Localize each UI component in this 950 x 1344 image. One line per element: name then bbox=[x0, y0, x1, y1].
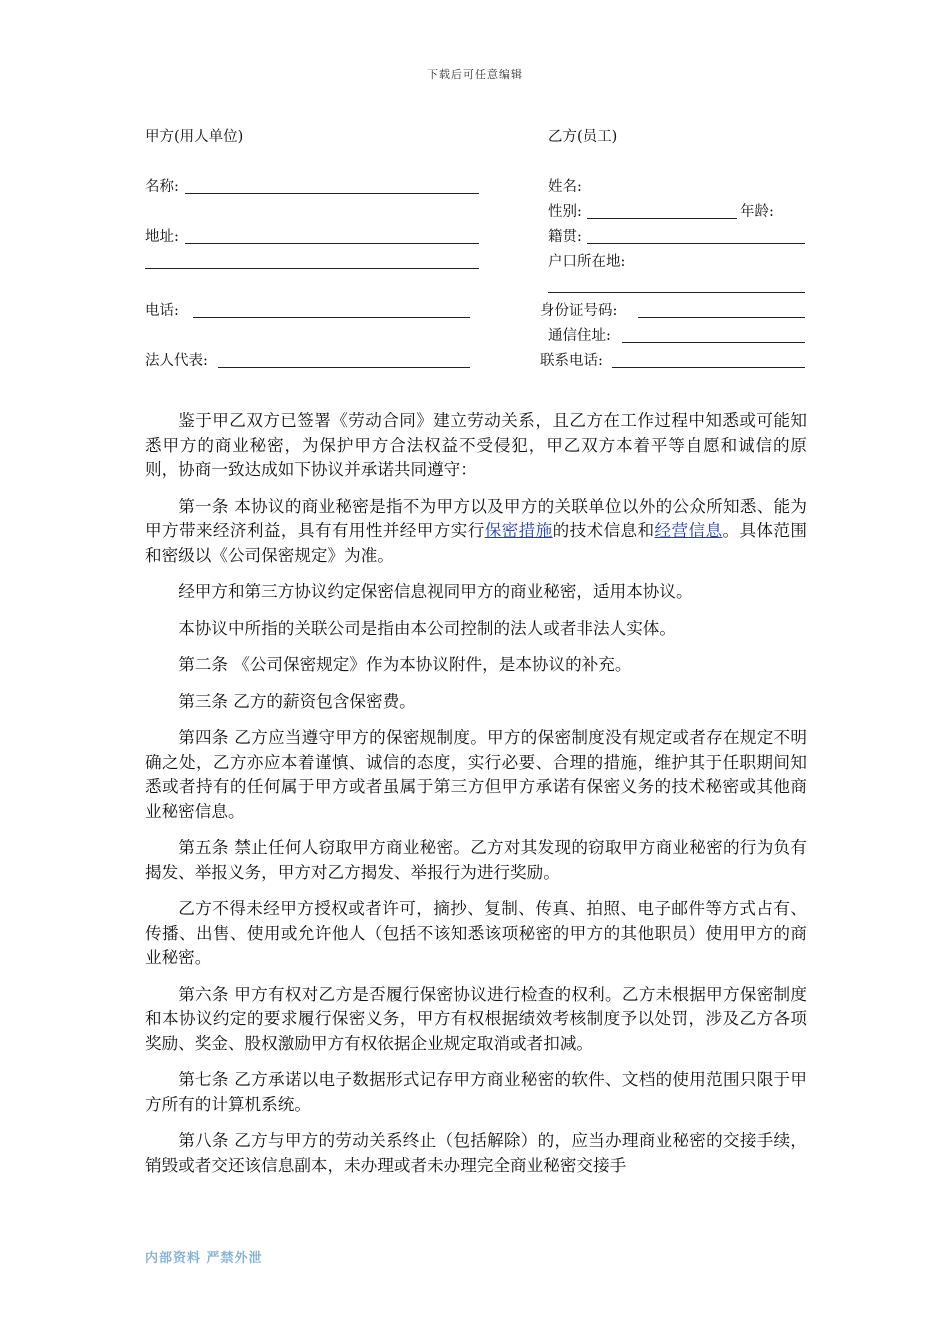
confidentiality-measures-link[interactable]: 保密措施 bbox=[484, 521, 553, 540]
party-a-address-field-line2[interactable] bbox=[145, 268, 479, 269]
party-b-age-label: 年龄: bbox=[740, 204, 774, 220]
article-8: 第八条 乙方与甲方的劳动关系终止（包括解除）的，应当办理商业秘密的交接手续，销毁或者交还该信息副本，未办理或者未办理完全商业秘密交接手 bbox=[145, 1131, 807, 1175]
article-1-paragraph-2: 经甲方和第三方协议约定保密信息视同甲方的商业秘密，适用本协议。 bbox=[178, 582, 693, 601]
party-a-rep-label: 法人代表: bbox=[145, 353, 208, 369]
party-b-id-label: 身份证号码: bbox=[540, 303, 618, 319]
article-3: 第三条 乙方的薪资包含保密费。 bbox=[178, 691, 416, 711]
party-b-contact-label: 联系电话: bbox=[540, 353, 603, 369]
party-a-title: 甲方(用人单位) bbox=[145, 129, 244, 145]
article-5-paragraph-2: 乙方不得未经甲方授权或者许可，摘抄、复制、传真、拍照、电子邮件等方式占有、传播、出售、使用或允许他人（包括不该知悉该项秘密的甲方的其他职员）使用甲方的商业秘密。 bbox=[145, 899, 807, 967]
business-info-link[interactable]: 经营信息 bbox=[654, 521, 723, 540]
party-b-id-field[interactable] bbox=[638, 317, 805, 318]
page-footer-note: 内部资料 严禁外泄 bbox=[145, 1251, 263, 1266]
party-b-origin-label: 籍贯: bbox=[548, 229, 582, 245]
article-1-text-c: 。具体范围和密级以《公司保密规定》为准。 bbox=[145, 521, 807, 565]
page-header-note: 下载后可任意编辑 bbox=[427, 68, 523, 81]
article-4: 第四条 乙方应当遵守甲方的保密规制度。甲方的保密制度没有规定或者存在规定不明确之处，乙方亦应本着谨慎、诚信的态度，实行必要、合理的措施，维护其于任职期间知悉或者持有的任何属于甲方或者虽属于第三方但甲方承诺有保密义务的技术秘密或其他商业秘密信息。 bbox=[145, 728, 807, 821]
article-1-text-a: 第一条 本协议的商业秘密是指不为甲方以及甲方的关联单位以外的公众所知悉、能为甲方带来经济利益，具有有用性并经甲方实行 bbox=[145, 496, 807, 540]
article-1 bbox=[145, 495, 807, 569]
article-6: 第六条 甲方有权对乙方是否履行保密协议进行检查的权利。乙方未根据甲方保密制度和本协议约定的要求履行保密义务，甲方有权根据绩效考核制度予以处罚，涉及乙方各项奖励、奖金、股权激励甲方有权依据企业规定取消或者扣减。 bbox=[145, 984, 807, 1053]
article-1-text-b: 的技术信息和 bbox=[552, 521, 655, 540]
agreement-body bbox=[145, 409, 807, 1190]
party-b-mail-field[interactable] bbox=[622, 342, 805, 343]
article-5: 第五条 禁止任何人窃取甲方商业秘密。乙方对其发现的窃取甲方商业秘密的行为负有揭发、举报义务，甲方对乙方揭发、举报行为进行奖励。 bbox=[145, 838, 807, 882]
party-b-title: 乙方(员工) bbox=[548, 129, 618, 145]
article-7: 第七条 乙方承诺以电子数据形式记存甲方商业秘密的软件、文档的使用范围只限于甲方所有的计算机系统。 bbox=[145, 1070, 807, 1114]
party-b-origin-field[interactable] bbox=[587, 243, 805, 244]
party-a-name-field[interactable] bbox=[185, 193, 479, 194]
party-a-name-label: 名称: bbox=[145, 179, 179, 195]
party-a-rep-field[interactable] bbox=[218, 367, 470, 368]
party-a-address-label: 地址: bbox=[145, 229, 179, 245]
party-b-mail-label: 通信住址: bbox=[548, 328, 611, 344]
party-b-name-label: 姓名: bbox=[548, 179, 582, 195]
party-a-address-field[interactable] bbox=[185, 243, 479, 244]
article-1-paragraph-3: 本协议中所指的关联公司是指由本公司控制的法人或者非法人实体。 bbox=[178, 618, 676, 638]
article-2: 第二条 《公司保密规定》作为本协议附件，是本协议的补充。 bbox=[178, 655, 632, 674]
party-b-gender-label: 性别: bbox=[548, 204, 582, 220]
party-b-contact-field[interactable] bbox=[612, 367, 805, 368]
intro-paragraph: 鉴于甲乙双方已签署《劳动合同》建立劳动关系，且乙方在工作过程中知悉或可能知悉甲方的商业秘密，为保护甲方合法权益不受侵犯，甲乙双方本着平等自愿和诚信的原则，协商一致达成如下协议并承诺共同遵守： bbox=[145, 411, 807, 479]
party-a-phone-label: 电话: bbox=[145, 303, 179, 319]
party-a-phone-field[interactable] bbox=[193, 317, 470, 318]
party-b-hukou-label: 户口所在地: bbox=[548, 254, 626, 270]
party-b-gender-field[interactable] bbox=[587, 218, 737, 219]
party-b-hukou-field[interactable] bbox=[548, 292, 805, 293]
